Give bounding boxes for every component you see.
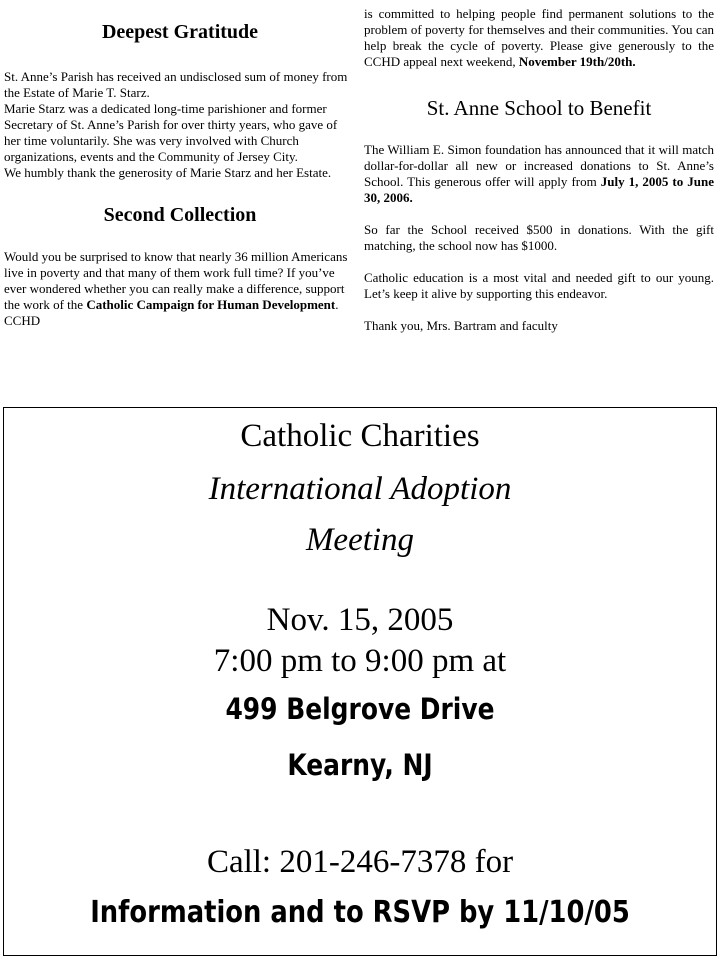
school-paragraph-3: Catholic education is a most vital and needed gift to our young. Let’s keep it alive by supporting this endeavor. [364,270,714,301]
cchd-weekend-date: November 19th/20th. [518,54,636,69]
flyer-org: Catholic Charities [240,418,480,454]
cchd-name: Catholic Campaign for Human Development [86,297,336,312]
second-collection-text-end: . CCHD [4,297,339,328]
gratitude-paragraph-2: Marie Starz was a dedicated long-time parishioner and former Secretary of St. Anne’s Parish for over thirty years, who gave of her time voluntarily. She was very involved with Church organizations, events and the Community of Jersey City. [4,101,338,164]
flyer-event-line-1: International Adoption [208,471,512,507]
flyer-address-line-2: Kearny, NJ [287,748,433,782]
left-column [4,0,356,329]
flyer-call: Call: 201-246-7378 for [206,844,514,880]
gratitude-paragraph-1: St. Anne’s Parish has received an undisclosed sum of money from the Estate of Marie T. Starz. [4,69,348,100]
school-heading: St. Anne School to Benefit [426,96,652,120]
gratitude-paragraph-3: We humbly thank the generosity of Marie Starz and her Estate. [4,165,332,180]
flyer-date: Nov. 15, 2005 [266,602,454,638]
flyer-time: 7:00 pm to 9:00 pm at [213,643,507,679]
school-paragraph-1 [364,142,714,206]
flyer-rsvp: Information and to RSVP by 11/10/05 [90,895,630,930]
adoption-meeting-flyer [3,407,717,956]
flyer-event-line-2: Meeting [305,522,415,558]
second-collection-heading: Second Collection [103,204,257,226]
school-paragraph-1-text: The William E. Simon foundation has announced that it will match dollar-for-dollar all new or increased donations to St. Anne’s School. This generous offer will apply from [364,142,714,189]
school-paragraph-2: So far the School received $500 in donations. With the gift matching, the school now has $1000. [364,222,714,253]
school-match-period: July 1, 2005 to June 30, 2006. [364,174,714,205]
right-column [364,0,714,334]
gratitude-heading: Deepest Gratitude [101,21,259,43]
cchd-continued-text: is committed to helping people find permanent solutions to the problem of poverty for themselves and their communities. You can help break the cycle of poverty. Please give generously to the CCHD appeal next weekend, [364,6,714,69]
school-signature: Thank you, Mrs. Bartram and faculty [364,318,558,333]
cchd-continued-paragraph [364,6,714,70]
second-collection-paragraph [4,249,356,329]
second-collection-text: Would you be surprised to know that nearly 36 million Americans live in poverty and that many of them work full time? If you’ve ever wondered whether you can really make a difference, support the work of the [4,249,348,312]
flyer-address-line-1: 499 Belgrove Drive [225,692,495,726]
